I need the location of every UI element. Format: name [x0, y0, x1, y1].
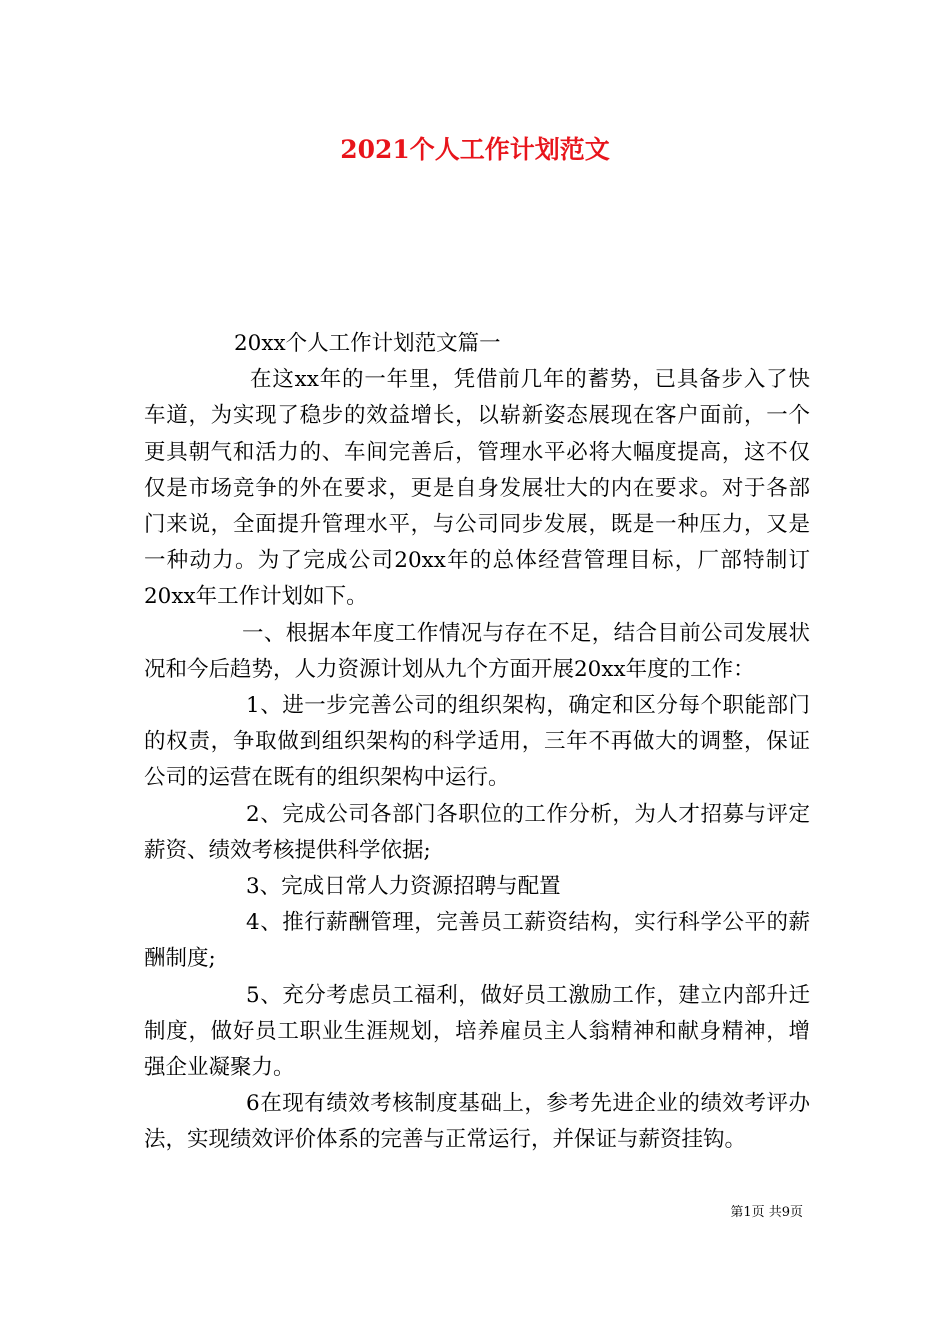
paragraph-item-6: 6在现有绩效考核制度基础上，参考先进企业的绩效考评办法，实现绩效评价体系的完善与正常运行，并保证与薪资挂钩。	[144, 1091, 810, 1153]
paragraph-item-5: 5、充分考虑员工福利，做好员工激励工作，建立内部升迁制度，做好员工职业生涯规划，培养雇员主人翁精神和献身精神，增强企业凝聚力。	[144, 982, 810, 1081]
document-title: 2021个人工作计划范文	[340, 135, 610, 164]
document-body	[144, 326, 810, 1159]
paragraph-item-4: 4、推行薪酬管理，完善员工薪资结构，实行科学公平的薪酬制度;	[144, 910, 810, 972]
paragraph-section-one: 一、根据本年度工作情况与存在不足，结合目前公司发展状况和今后趋势，人力资源计划从九个方面开展20xx年度的工作：	[144, 620, 810, 682]
paragraph-item-2: 2、完成公司各部门各职位的工作分析，为人才招募与评定薪资、绩效考核提供科学依据;	[144, 801, 810, 863]
paragraph-intro: 在这xx年的一年里，凭借前几年的蓄势，已具备步入了快车道，为实现了稳步的效益增长，以崭新姿态展现在客户面前，一个更具朝气和活力的、车间完善后，管理水平必将大幅度提高，这不仅仅是市场竞争的外在要求，更是自身发展壮大的内在要求。对于各部门来说，全面提升管理水平，与公司同步发展，既是一种压力，又是一种动力。为了完成公司20xx年的总体经营管理目标，厂部特制订20xx年工作计划如下。	[144, 367, 810, 610]
page-number: 第1页 共9页	[730, 1205, 803, 1220]
paragraph-item-3: 3、完成日常人力资源招聘与配置	[246, 874, 561, 900]
paragraph-item-1: 1、进一步完善公司的组织架构，确定和区分每个职能部门的权责，争取做到组织架构的科学适用，三年不再做大的调整，保证公司的运营在既有的组织架构中运行。	[144, 693, 810, 791]
section-subtitle: 20xx个人工作计划范文篇一	[234, 331, 501, 356]
